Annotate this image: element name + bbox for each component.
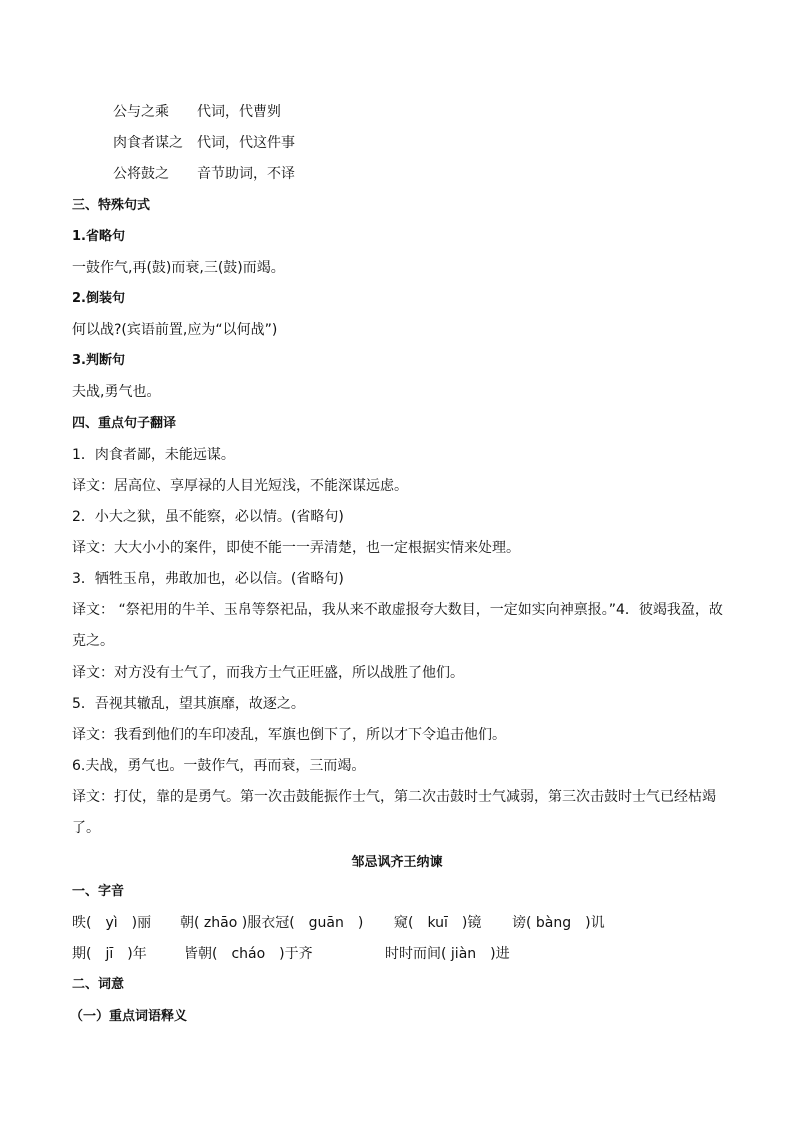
pronunciation-item: 昳( yì )丽 — [72, 915, 152, 931]
vocab-row — [113, 102, 281, 122]
vocab-row — [113, 133, 295, 153]
paragraph: 译文：打仗，靠的是勇气。第一次击鼓能振作士气，第二次击鼓时士气减弱，第三次击鼓时士气已经枯竭了。 — [72, 789, 716, 836]
paragraph: 译文： “祭祀用的牛羊、玉帛等祭祀品，我从来不敢虚报夸大数目，一定如实向神禀报。”4．彼竭我盈，故克之。 — [72, 602, 723, 649]
section-heading: 四、重点句子翻译 — [72, 416, 177, 431]
pronunciation-row — [72, 913, 732, 933]
pronunciation-row — [72, 944, 732, 964]
section-heading: 三、特殊句式 — [72, 198, 151, 213]
vocab-term: 公与之乘 — [113, 104, 169, 120]
paragraph: 译文：居高位、享厚禄的人目光短浅，不能深谋远虑。 — [72, 478, 408, 494]
pronunciation-item: 朝( zhāo )服衣冠( guān ) — [180, 915, 364, 931]
subheading: 2.倒装句 — [72, 291, 125, 306]
article-title: 邹忌讽齐王纳谏 — [351, 855, 443, 870]
paragraph: 5．吾视其辙乱，望其旗靡，故逐之。 — [72, 696, 305, 712]
pronunciation-item: 窥( kuī )镜 — [394, 915, 482, 931]
vocab-term: 肉食者谋之 — [113, 135, 183, 151]
paragraph: 6.夫战，勇气也。一鼓作气，再而衰，三而竭。 — [72, 758, 366, 774]
paragraph: 译文：我看到他们的车印凌乱，军旗也倒下了，所以才下令追击他们。 — [72, 727, 506, 743]
subheading: （一）重点词语释义 — [70, 1009, 188, 1024]
paragraph: 3．牺牲玉帛，弗敢加也，必以信。(省略句) — [72, 571, 344, 587]
vocab-row — [113, 164, 295, 184]
vocab-term: 公将鼓之 — [113, 166, 169, 182]
subheading: 3.判断句 — [72, 353, 125, 368]
paragraph: 译文：对方没有士气了，而我方士气正旺盛，所以战胜了他们。 — [72, 665, 464, 681]
subheading: 1.省略句 — [72, 229, 125, 244]
paragraph: 一鼓作气,再(鼓)而衰,三(鼓)而竭。 — [72, 260, 285, 276]
paragraph: 译文：大大小小的案件，即使不能一一弄清楚，也一定根据实情来处理。 — [72, 540, 520, 556]
paragraph: 2．小大之狱，虽不能察，必以情。(省略句) — [72, 509, 344, 525]
paragraph: 1．肉食者鄙，未能远谋。 — [72, 447, 235, 463]
pronunciation-item: 谤( bàng )讥 — [512, 915, 605, 931]
pronunciation-item: 皆朝( cháo )于齐 — [184, 946, 313, 962]
vocab-meaning: 代词，代曹刿 — [197, 104, 281, 120]
section-heading: 一、字音 — [72, 884, 125, 899]
pronunciation-item: 时时而间( jiàn )进 — [385, 946, 510, 962]
pronunciation-item: 期( jī )年 — [72, 946, 147, 962]
paragraph: 夫战,勇气也。 — [72, 384, 161, 400]
paragraph: 何以战?(宾语前置,应为“以何战”) — [72, 322, 278, 338]
vocab-meaning: 音节助词，不译 — [197, 166, 295, 182]
vocab-meaning: 代词，代这件事 — [197, 135, 295, 151]
section-heading: 二、词意 — [72, 977, 125, 992]
